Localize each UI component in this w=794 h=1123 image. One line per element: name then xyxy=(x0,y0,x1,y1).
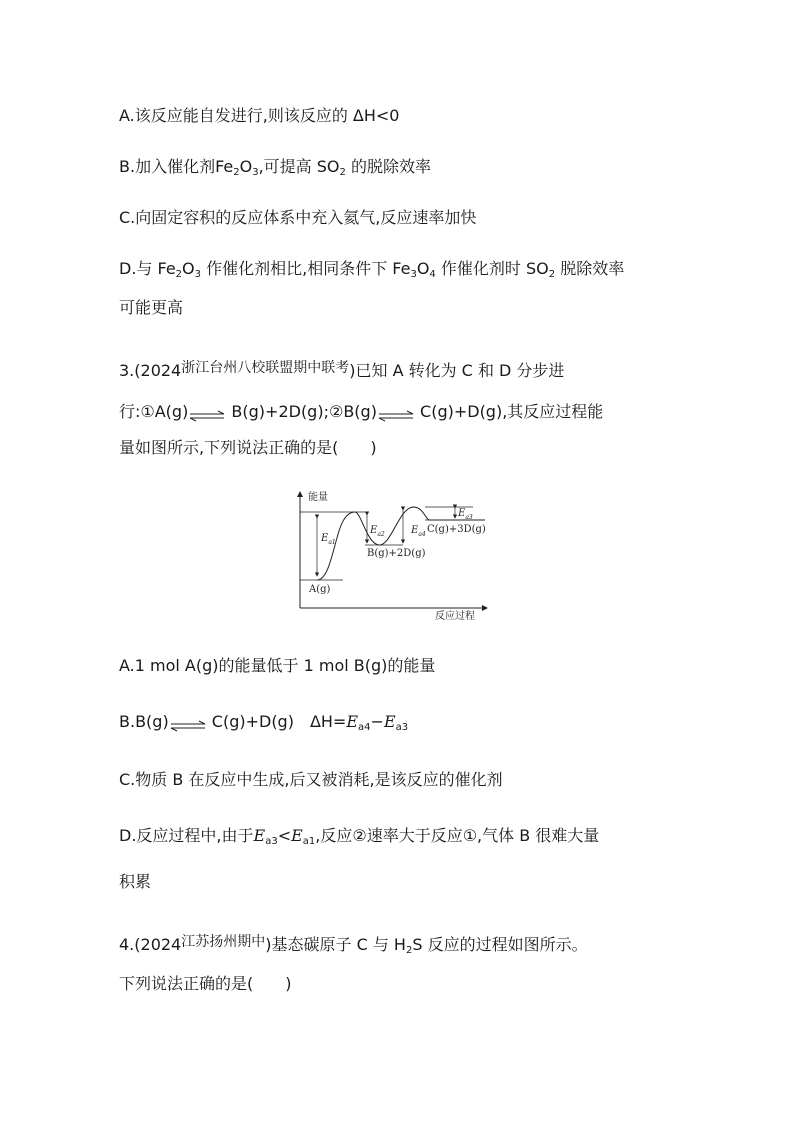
q4-stem-line1: 4.(2024江苏扬州期中)基态碳原子 C 与 $H_2S$ 反应的过程如图所示。 xyxy=(119,934,588,956)
q3-number: 3.(2024 xyxy=(119,361,182,380)
equilibrium-arrow-icon xyxy=(169,717,207,729)
q2-option-b: B.加入催化剂$Fe_2O_3$,可提高 $SO_2$ 的脱除效率 xyxy=(119,157,431,178)
q4-source: 江苏扬州期中 xyxy=(181,934,266,950)
q3-source: 浙江台州八校联盟期中联考 xyxy=(181,360,350,376)
ea3-label: $E_{a3}$ xyxy=(458,508,473,521)
q3-stem-line2: 行:①A(g) B(g)+2D(g);②B(g) C(g)+D(g),其反应过程能 xyxy=(119,402,604,421)
q4-stem-line2: 下列说法正确的是( ) xyxy=(119,974,292,993)
ea2-label: $E_{a2}$ xyxy=(370,525,385,538)
state-c-label: C(g)+3D(g) xyxy=(427,524,486,535)
q3-option-b: B.B(g) C(g)+D(g) $\Delta H=E_{a4}-E_{a3}$ xyxy=(119,712,409,733)
state-b-label: B(g)+2D(g) xyxy=(367,548,426,559)
energy-diagram xyxy=(295,488,495,622)
equilibrium-arrow-icon xyxy=(188,407,226,419)
q3-option-d: D.反应过程中,由于$E_{a3}<E_{a1}$,反应②速率大于反应①,气体 B 很难大量 xyxy=(119,826,600,847)
x-axis-label: 反应过程 xyxy=(435,611,475,622)
q3-stem-line3: 量如图所示,下列说法正确的是( ) xyxy=(119,438,377,457)
equilibrium-arrow-icon xyxy=(377,407,415,419)
ea1-label: $E_{a1}$ xyxy=(321,533,336,546)
q4-number: 4.(2024 xyxy=(119,935,182,954)
y-axis-label: 能量 xyxy=(308,492,328,503)
q3-option-d-line2: 积累 xyxy=(119,872,152,891)
q3-option-a: A.1 mol A(g)的能量低于 1 mol B(g)的能量 xyxy=(119,656,436,675)
q2-option-d-line2: 可能更高 xyxy=(119,298,184,317)
q2-option-c: C.向固定容积的反应体系中充入氦气,反应速率加快 xyxy=(119,208,477,227)
ea4-label: $E_{a4}$ xyxy=(411,525,426,538)
q3-stem-line1: 3.(2024浙江台州八校联盟期中联考)已知 A 转化为 C 和 D 分步进 xyxy=(119,360,565,380)
q2-option-d: D.与 $Fe_2O_3$ 作催化剂相比,相同条件下 $Fe_3O_4$ 作催化剂时 $SO_2$ 脱除效率 xyxy=(119,259,625,280)
state-a-label: A(g) xyxy=(309,584,331,595)
q2-option-a: A.该反应能自发进行,则该反应的 ΔH<0 xyxy=(119,106,400,125)
q3-option-c: C.物质 B 在反应中生成,后又被消耗,是该反应的催化剂 xyxy=(119,770,503,789)
